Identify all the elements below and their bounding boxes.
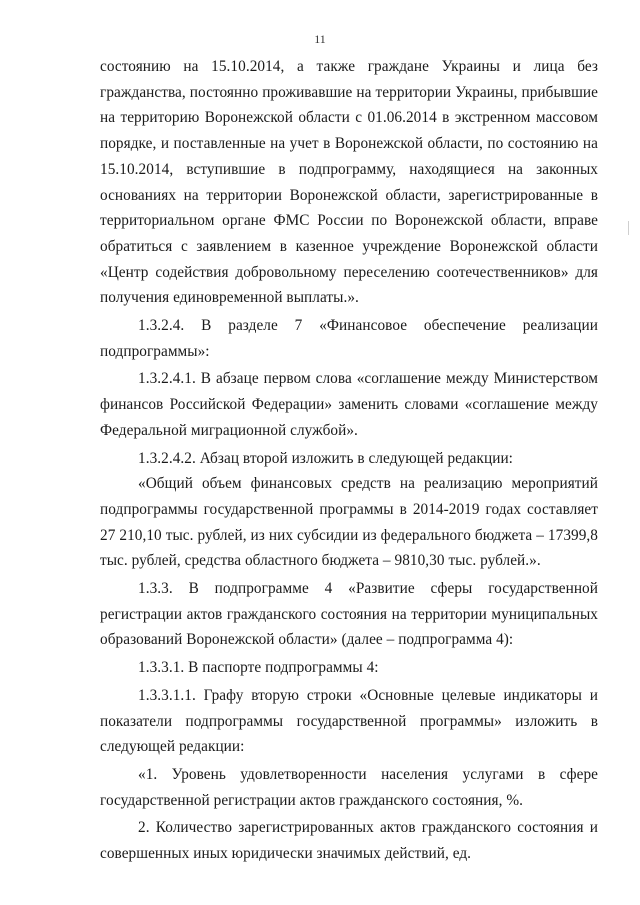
document-body xyxy=(100,54,598,867)
paragraph-1-3-2-4-1: 1.3.2.4.1. В абзаце первом слова «соглашение между Министерством финансов Российской Федерации» заменить словами «соглашение между Федеральной миграционной службой». xyxy=(100,370,598,439)
paragraph-indicator-2: 2. Количество зарегистрированных актов гражданского состояния и совершенных иных юридически значимых действий, ед. xyxy=(100,819,598,863)
paragraph-1-3-3: 1.3.3. В подпрограмме 4 «Развитие сферы государственной регистрации актов гражданского состояния на территории муниципальных образований Воронежской области» (далее – подпрограмма 4): xyxy=(100,580,598,649)
paragraph-continuation: состоянию на 15.10.2014, а также граждане Украины и лица без гражданства, постоянно проживавшие на территории Украины, прибывшие на территорию Воронежской области с 01.06.2014 в экстренном массовом порядке, и поставленные на учет в Воронежской области, по состоянию на 15.10.2014, вступившие в подпрограмму, находящиеся на законных основаниях на территории Воронежской области, зарегистрированные в территориальном органе ФМС России по Воронежской области, вправе обратиться с заявлением в казенное учреждение Воронежской области «Центр содействия добровольному переселению соотечественников» для получения единовременной выплаты.». xyxy=(100,58,598,307)
paragraph-1-3-2-4-2: 1.3.2.4.2. Абзац второй изложить в следующей редакции: xyxy=(138,449,513,467)
paragraph-1-3-2-4: 1.3.2.4. В разделе 7 «Финансовое обеспечение реализации подпрограммы»: xyxy=(100,317,598,360)
page-number: 11 xyxy=(314,32,326,46)
paragraph-1-3-3-1: 1.3.3.1. В паспорте подпрограммы 4: xyxy=(138,659,379,677)
paragraph-financing-quote: «Общий объем финансовых средств на реализацию мероприятий подпрограммы государственной программы в 2014-2019 годах составляет 27 210,10 тыс. рублей, из них субсидии из федерального бюджета – 17399,8 тыс. рублей, средства областного бюджета – 9810,30 тыс. рублей.». xyxy=(100,475,598,570)
paragraph-1-3-3-1-1: 1.3.3.1.1. Графу вторую строки «Основные целевые индикаторы и показатели подпрограммы государственной программы» изложить в следующей редакции: xyxy=(100,686,598,756)
scan-artifact-mark xyxy=(628,221,629,235)
paragraph-indicator-1: «1. Уровень удовлетворенности населения услугами в сфере государственной регистрации актов гражданского состояния, %. xyxy=(100,765,598,809)
